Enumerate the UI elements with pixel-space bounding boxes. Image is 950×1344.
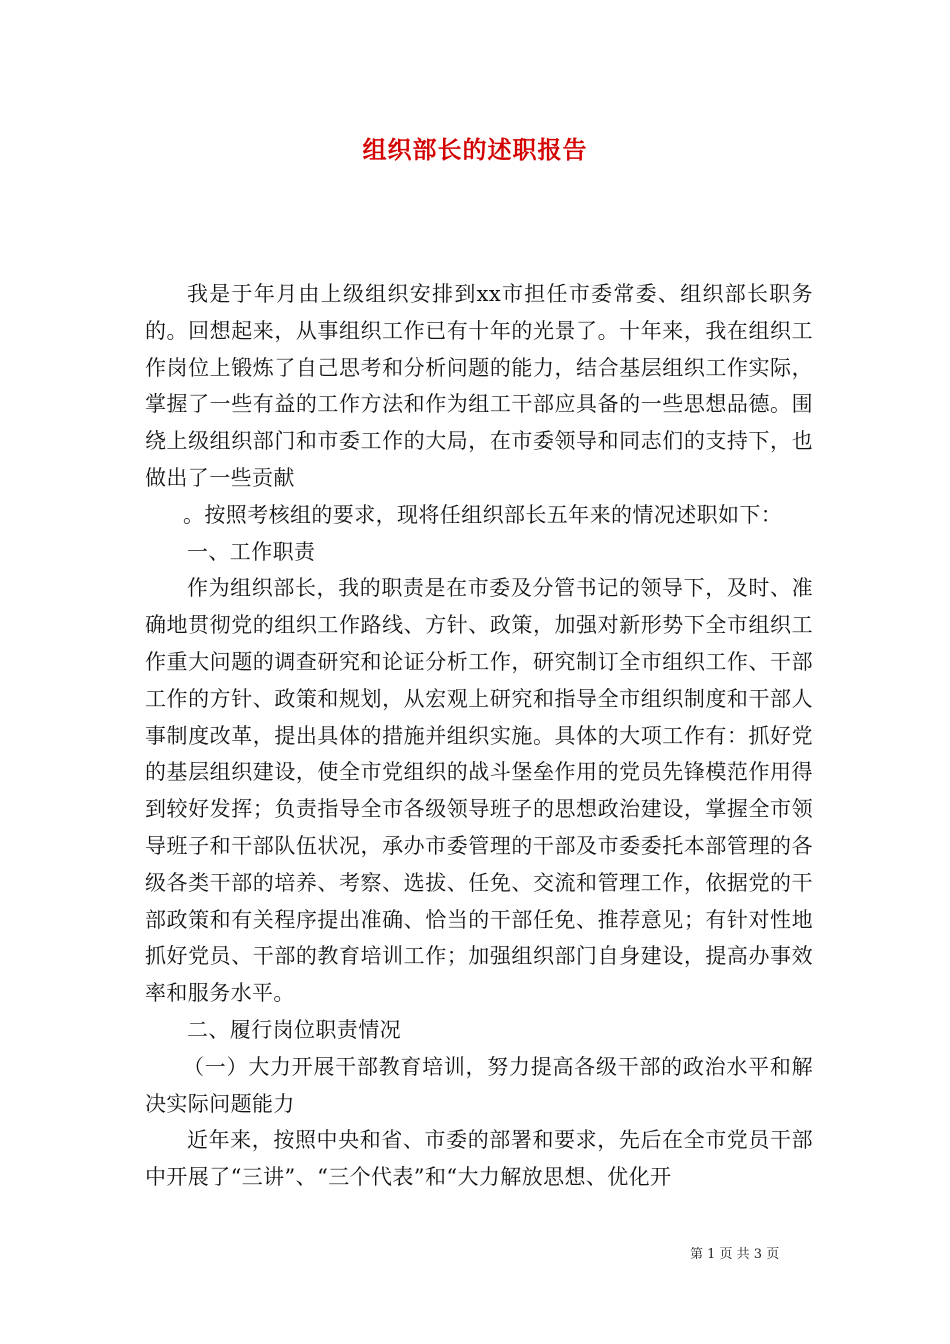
- document-title: 组织部长的述职报告: [362, 135, 588, 164]
- subsection-heading-training: （一）大力开展干部教育培训，努力提高各级干部的政治水平和解决实际问题能力: [145, 1054, 813, 1116]
- section-heading-performance: 二、履行岗位职责情况: [187, 1017, 401, 1042]
- page-number: 第 1 页 共 3 页: [690, 1247, 780, 1262]
- paragraph-intro: 我是于年月由上级组织安排到xx市担任市委常委、组织部长职务的。回想起来，从事组织工作已有十年的光景了。十年来，我在组织工作岗位上锻炼了自己思考和分析问题的能力，结合基层组织工作实际，掌握了一些有益的工作方法和作为组工干部应具备的一些思想品德。围绕上级组织部门和市委工作的大局，在市委领导和同志们的支持下，也做出了一些贡献: [145, 282, 813, 490]
- paragraph-duties: 作为组织部长，我的职责是在市委及分管书记的领导下，及时、准确地贯彻党的组织工作路线、方针、政策，加强对新形势下全市组织工作重大问题的调查研究和论证分析工作，研究制订全市组织工作、干部工作的方针、政策和规划，从宏观上研究和指导全市组织制度和干部人事制度改革，提出具体的措施并组织实施。具体的大项工作有：抓好党的基层组织建设，使全市党组织的战斗堡垒作用的党员先锋模范作用得到较好发挥；负责指导全市各级领导班子的思想政治建设，掌握全市领导班子和干部队伍状况，承办市委管理的干部及市委委托本部管理的各级各类干部的培养、考察、选拔、任免、交流和管理工作，依据党的干部政策和有关程序提出准确、恰当的干部任免、推荐意见；有针对性地抓好党员、干部的教育培训工作；加强组织部门自身建设，提高办事效率和服务水平。: [145, 576, 813, 1006]
- document-body: [145, 276, 813, 1196]
- paragraph-training: 近年来，按照中央和省、市委的部署和要求，先后在全市党员干部中开展了“三讲”、“三个代表”和“大力解放思想、优化开: [145, 1128, 813, 1190]
- section-heading-duties: 一、工作职责: [187, 539, 316, 564]
- paragraph-intro-continued: 。按照考核组的要求，现将任组织部长五年来的情况述职如下：: [183, 502, 783, 527]
